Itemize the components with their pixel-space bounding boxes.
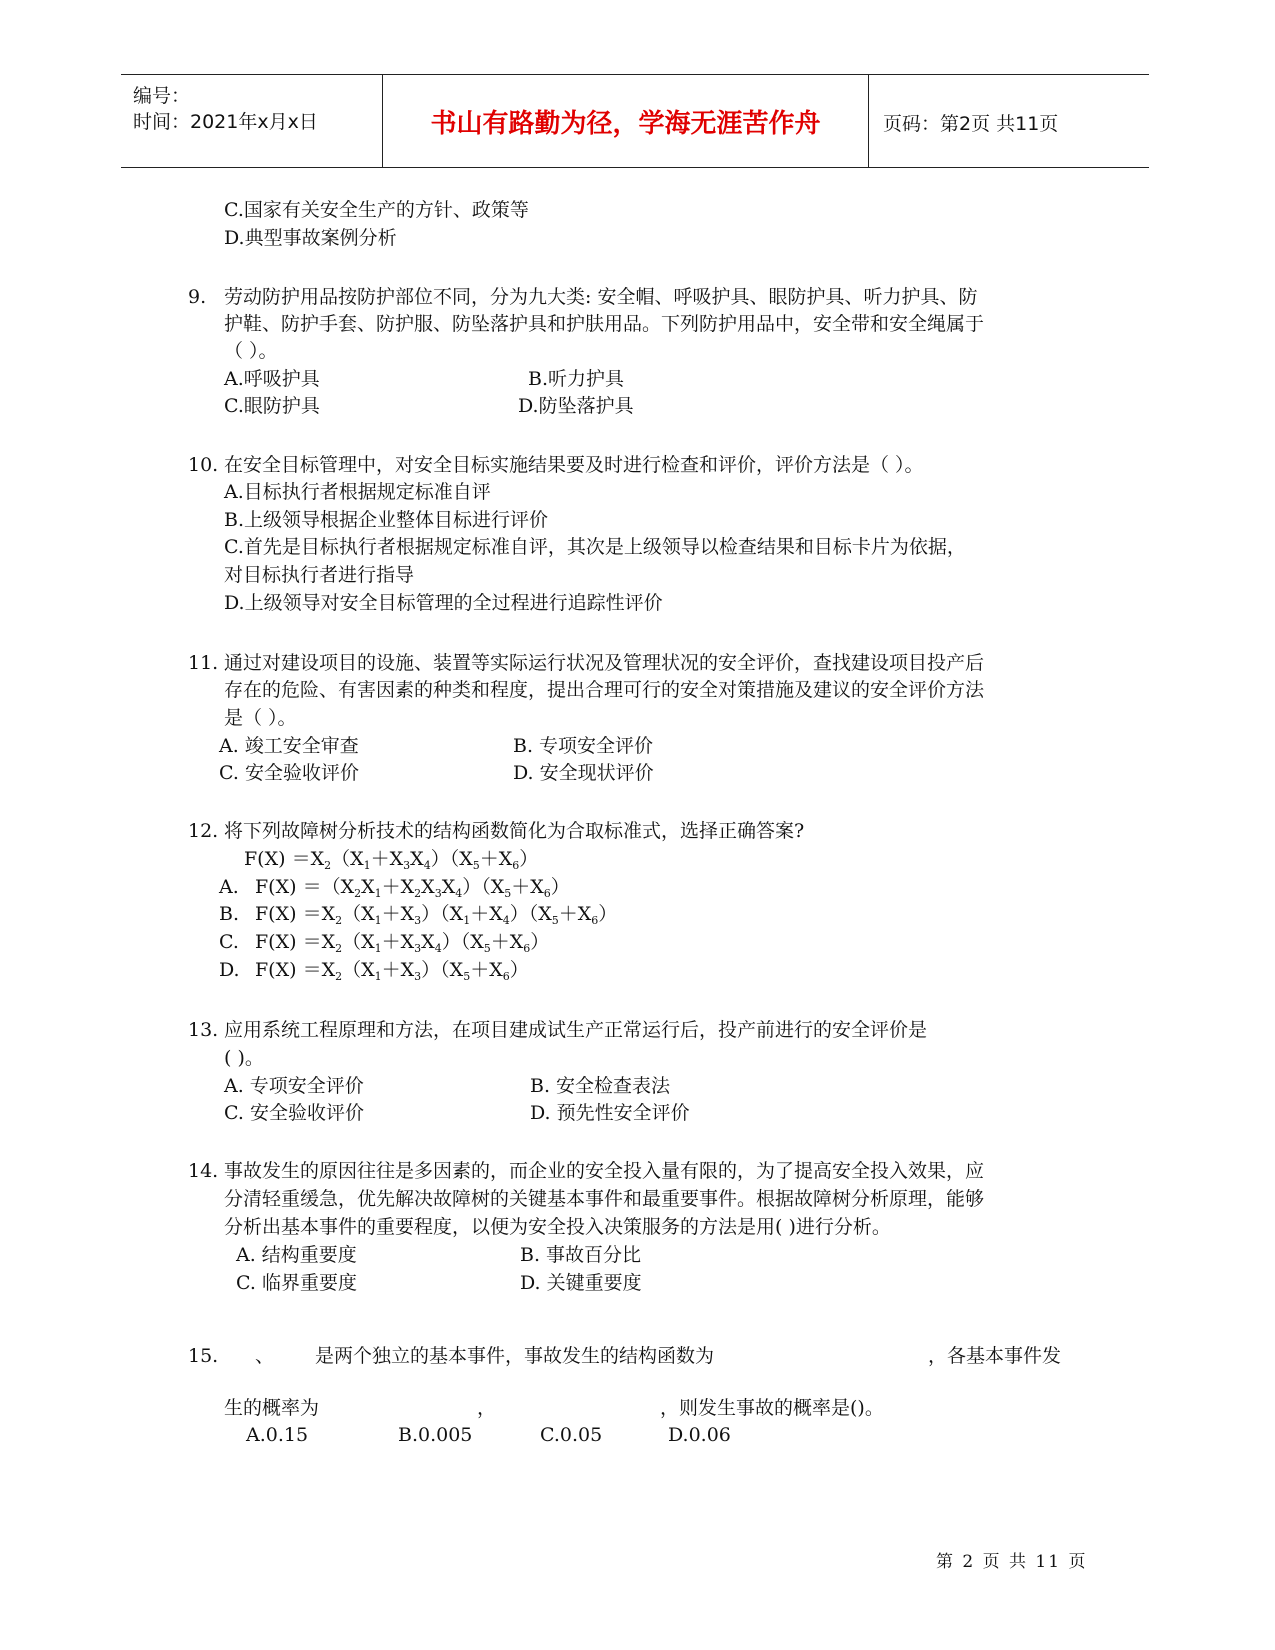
document-number-label: 编号：: [133, 85, 191, 107]
q12-text-line1: 将下列故障树分析技术的结构函数简化为合取标准式，选择正确答案?: [224, 820, 805, 842]
header-page-cell: [869, 75, 1149, 167]
q9-option-b: B.听力护具: [528, 368, 625, 390]
q8-option-d: D.典型事故案例分析: [224, 227, 397, 249]
q12-formula: $F(X) =X_2(X_1+X_3X_4)(X_5+X_6)$: [244, 848, 539, 872]
q13-number: 13.: [188, 1019, 219, 1041]
q14-option-a: A. 结构重要度: [236, 1244, 357, 1266]
q8-option-c: C.国家有关安全生产的方针、政策等: [224, 199, 529, 221]
q15-text-part3: 生的概率为: [224, 1397, 320, 1419]
page-footer: 第 2 页 共 11 页: [936, 1552, 1088, 1572]
q14-number: 14.: [188, 1160, 219, 1182]
q11-option-a: A. 竣工安全审查: [219, 735, 359, 757]
q10-option-c-line2: 对目标执行者进行指导: [224, 564, 415, 586]
header-motto-cell: [383, 75, 869, 167]
q13-option-a: A. 专项安全评价: [224, 1075, 364, 1097]
header-motto: 书山有路勤为径，学海无涯苦作舟: [430, 109, 821, 139]
q14-text-line2: 分清轻重缓急，优先解决故障树的关键基本事件和最重要事件。根据故障树分析原理，能够: [224, 1188, 985, 1210]
q10-text-line1: 在安全目标管理中，对安全目标实施结果要及时进行检查和评价，评价方法是（ ）。: [224, 454, 924, 476]
q9-option-a: A.呼吸护具: [224, 368, 320, 390]
q12-option-d-label: D.: [219, 959, 240, 981]
page-header: [121, 74, 1149, 168]
header-left-cell: [121, 75, 383, 167]
q11-option-d: D. 安全现状评价: [513, 762, 654, 784]
q14-text-line3: 分析出基本事件的重要程度，以便为安全投入决策服务的方法是用( )进行分析。: [224, 1216, 891, 1238]
q13-text-line2: ( )。: [224, 1047, 264, 1069]
q11-text-line1: 通过对建设项目的设施、装置等实际运行状况及管理状况的安全评价，查找建设项目投产后: [224, 652, 985, 674]
q14-option-b: B. 事故百分比: [520, 1244, 642, 1266]
q9-text-line2: 护鞋、防护手套、防护服、防坠落护具和护肤用品。下列防护用品中，安全带和安全绳属于: [224, 313, 985, 335]
q12-option-a-label: A.: [219, 876, 239, 898]
q15-option-c: C.0.05: [540, 1424, 603, 1446]
q14-option-c: C. 临界重要度: [236, 1272, 357, 1294]
q15-text-part2: ，各基本事件发: [928, 1345, 1062, 1367]
q12-option-d-formula: $F(X) =X_2(X_1+X_3)(X_5+X_6)$: [255, 959, 529, 983]
q9-text-line1: 劳动防护用品按防护部位不同，分为九大类: 安全帽、呼吸护具、眼防护具、听力护具、防: [224, 286, 978, 308]
q13-option-b: B. 安全检查表法: [530, 1075, 671, 1097]
header-page-number: 页码：第2页 共11页: [883, 113, 1059, 135]
q14-option-d: D. 关键重要度: [520, 1272, 642, 1294]
q13-option-c: C. 安全验收评价: [224, 1102, 364, 1124]
q11-option-b: B. 专项安全评价: [513, 735, 654, 757]
q10-number: 10.: [188, 454, 219, 476]
q10-option-a: A.目标执行者根据规定标准自评: [224, 481, 491, 503]
q12-option-b-label: B.: [219, 903, 240, 925]
q15-number: 15.: [188, 1345, 219, 1367]
q13-option-d: D. 预先性安全评价: [530, 1102, 690, 1124]
q11-text-line3: 是（ ）。: [224, 707, 297, 729]
q12-option-b-formula: $F(X) =X_2(X_1+X_3)(X_1+X_4)(X_5+X_6)$: [255, 903, 618, 927]
q15-separator: 、: [255, 1345, 275, 1367]
q12-option-c-label: C.: [219, 931, 239, 953]
q9-text-line3: （ ）。: [224, 340, 278, 362]
q11-option-c: C. 安全验收评价: [219, 762, 359, 784]
q11-text-line2: 存在的危险、有害因素的种类和程度，提出合理可行的安全对策措施及建议的安全评价方法: [224, 679, 985, 701]
q11-number: 11.: [188, 652, 219, 674]
q10-option-d: D.上级领导对安全目标管理的全过程进行追踪性评价: [224, 592, 663, 614]
q10-option-b: B.上级领导根据企业整体目标进行评价: [224, 509, 549, 531]
q15-text-part4: ，则发生事故的概率是()。: [660, 1397, 884, 1419]
document-date: 时间：2021年x月x日: [133, 111, 318, 133]
q9-option-c: C.眼防护具: [224, 395, 320, 417]
q12-option-c-formula: $F(X) =X_2(X_1+X_3X_4)(X_5+X_6)$: [255, 931, 550, 955]
q12-number: 12.: [188, 820, 219, 842]
q10-option-c-line1: C.首先是目标执行者根据规定标准自评，其次是上级领导以检查结果和目标卡片为依据，: [224, 536, 966, 558]
q15-text-part1: 是两个独立的基本事件，事故发生的结构函数为: [315, 1345, 715, 1367]
q15-comma: ，: [477, 1397, 497, 1419]
q9-option-d: D.防坠落护具: [518, 395, 634, 417]
q15-option-b: B.0.005: [398, 1424, 473, 1446]
q15-option-a: A.0.15: [246, 1424, 309, 1446]
q15-option-d: D.0.06: [668, 1424, 731, 1446]
q13-text-line1: 应用系统工程原理和方法，在项目建成试生产正常运行后，投产前进行的安全评价是: [224, 1019, 928, 1041]
q9-number: 9.: [188, 286, 207, 308]
q14-text-line1: 事故发生的原因往往是多因素的，而企业的安全投入量有限的，为了提高安全投入效果，应: [224, 1160, 985, 1182]
q12-option-a-formula: $F(X) =(X_2X_1+X_2X_3X_4)(X_5+X_6)$: [255, 876, 570, 900]
